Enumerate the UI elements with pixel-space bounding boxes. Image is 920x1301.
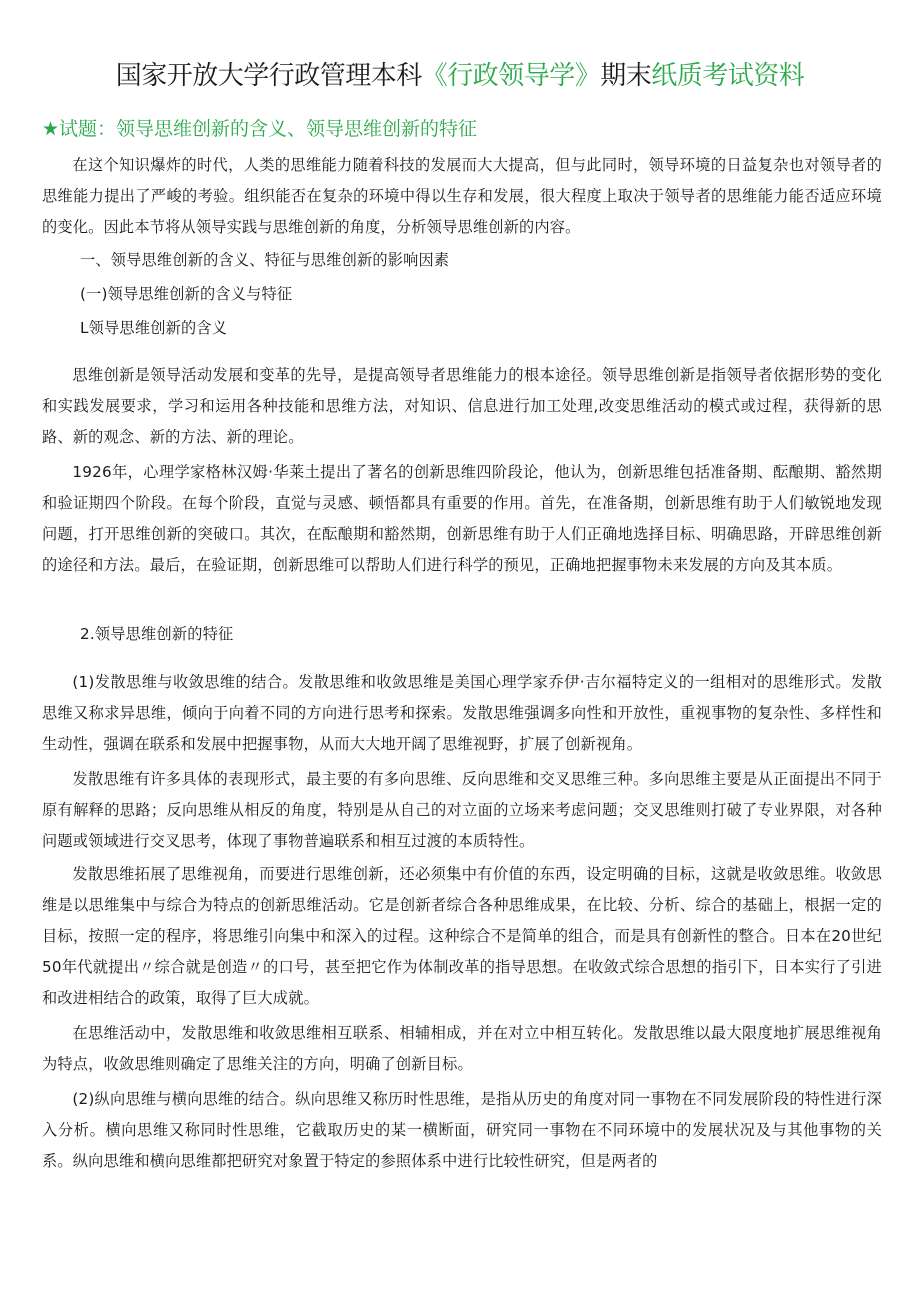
title-course-name: 《行政领导学》 — [421, 61, 601, 91]
question-heading-text: 试题：领导思维创新的含义、领导思维创新的特征 — [59, 118, 478, 140]
star-icon: ★ — [42, 118, 60, 140]
paragraph-convergent: 发散思维拓展了思维视角，而要进行思维创新，还必须集中有价值的东西，设定明确的目标，这就是收敛思维。收敛思维是以思维集中与综合为特点的创新思维活动。它是创新者综合各种思维成果，在比较、分析、综合的基础上，根据一定的目标，按照一定的程序，将思维引向集中和深入的过程。这种综合不是简单的组合，而是具有创新性的整合。日本在20世纪50年代就提出〃综合就是创造〃的口号，甚至把它作为体制改革的指导思想。在收敛式综合思想的指引下，日本实行了引进和改进相结合的政策，取得了巨大成就。 — [42, 865, 882, 1007]
document-title — [0, 56, 920, 96]
section-heading-4: 2.领导思维创新的特征 — [80, 625, 234, 643]
intro-paragraph: 在这个知识爆炸的时代，人类的思维能力随着科技的发展而大大提高，但与此同时，领导环境的日益复杂也对领导者的思维能力提出了严峻的考验。组织能否在复杂的环境中得以生存和发展，很大程度上取决于领导者的思维能力能否适应环境的变化。因此本节将从领导实践与思维创新的角度，分析领导思维创新的内容。 — [42, 156, 882, 236]
paragraph-definition: 思维创新是领导活动发展和变革的先导，是提高领导者思维能力的根本途径。领导思维创新是指领导者依据形势的变化和实践发展要求，学习和运用各种技能和思维方法，对知识、信息进行加工处理,改变思维活动的模式或过程，获得新的思路、新的观念、新的方法、新的理论。 — [42, 366, 882, 446]
section-heading-1: 一、领导思维创新的含义、特征与思维创新的影响因素 — [80, 251, 450, 269]
title-part-4: 纸质考试资料 — [651, 61, 805, 91]
title-part-3: 期末 — [600, 61, 652, 91]
section-heading-3: L领导思维创新的含义 — [80, 319, 228, 337]
paragraph-divergent-convergent: (1)发散思维与收敛思维的结合。发散思维和收敛思维是美国心理学家乔伊·吉尔福特定义的一组相对的思维形式。发散思维又称求异思维，倾向于向着不同的方向进行思考和探索。发散思维强调多向性和开放性，重视事物的复杂性、多样性和生动性，强调在联系和发展中把握事物，从而大大地开阔了思维视野，扩展了创新视角。 — [42, 673, 882, 753]
paragraph-vertical-horizontal: (2)纵向思维与横向思维的结合。纵向思维又称历时性思维，是指从历史的角度对同一事物在不同发展阶段的特性进行深入分析。横向思维又称同时性思维，它截取历史的某一横断面，研究同一事物在不同环境中的发展状况及与其他事物的关系。纵向思维和横向思维都把研究对象置于特定的参照体系中进行比较性研究，但是两者的 — [42, 1090, 882, 1170]
paragraph-four-stages: 1926年，心理学家格林汉姆·华莱土提出了著名的创新思维四阶段论，他认为，创新思维包括准备期、酝酿期、豁然期和验证期四个阶段。在每个阶段，直觉与灵感、顿悟都具有重要的作用。首先，在准备期，创新思维有助于人们敏锐地发现问题，打开思维创新的突破口。其次，在酝酿期和豁然期，创新思维有助于人们正确地选择目标、明确思路，开辟思维创新的途径和方法。最后，在验证期，创新思维可以帮助人们进行科学的预见，正确地把握事物未来发展的方向及其本质。 — [42, 463, 882, 574]
title-part-1: 国家开放大学行政管理本科 — [115, 61, 422, 91]
paragraph-divergent-forms: 发散思维有许多具体的表现形式，最主要的有多向思维、反向思维和交叉思维三种。多向思维主要是从正面提出不同于原有解释的思路；反向思维从相反的角度，特别是从自己的对立面的立场来考虑问题；交叉思维则打破了专业界限，对各种问题或领域进行交叉思考，体现了事物普遍联系和相互过渡的本质特性。 — [42, 770, 882, 850]
question-heading — [42, 114, 477, 144]
paragraph-interaction: 在思维活动中，发散思维和收敛思维相互联系、相辅相成，并在对立中相互转化。发散思维以最大限度地扩展思维视角为特点，收敛思维则确定了思维关注的方向，明确了创新目标。 — [42, 1024, 882, 1073]
section-heading-2: (一)领导思维创新的含义与特征 — [80, 285, 293, 303]
